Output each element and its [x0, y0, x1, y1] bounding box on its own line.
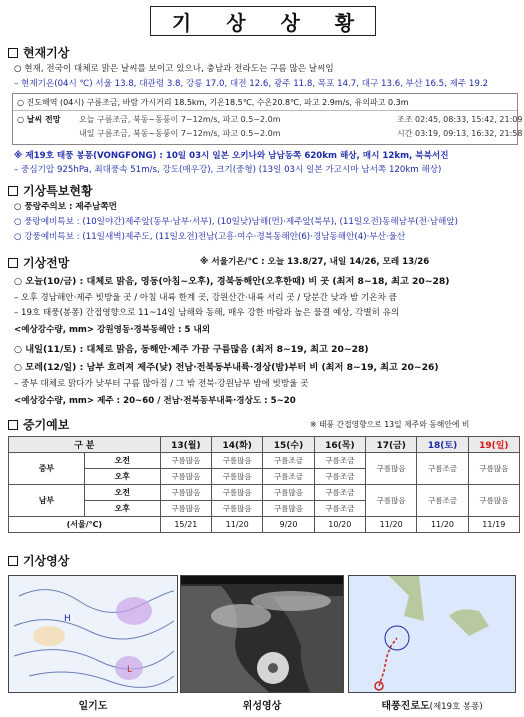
weather-cell: 구름조금 — [314, 485, 365, 501]
weekly-day: 18(토) — [417, 437, 468, 453]
weekly-col-label: 구 분 — [9, 437, 161, 453]
table-row — [9, 485, 520, 501]
square-bullet-icon — [8, 556, 18, 566]
temp-cell: 15/21 — [160, 517, 211, 533]
weather-cell: 구름많음 — [212, 469, 263, 485]
marine-today: 오늘 구름조금, 북동~동풍이 7~12m/s, 파고 0.5~2.0m — [79, 115, 281, 124]
weekly-day: 15(수) — [263, 437, 314, 453]
page-title: 기 상 상 황 — [150, 6, 376, 36]
weather-cell: 구름많음 — [160, 501, 211, 517]
temp-cell: 10/20 — [314, 517, 365, 533]
temp-cell: 11/19 — [468, 517, 519, 533]
marine-tide-today: 조조 02:45, 08:33, 15:42, 21:09 — [397, 115, 523, 124]
forecast-today-detail-1: – 오후 경남해안·제주 빗방울 곳 / 아침 내륙 한계 곳, 강원산간·내륙 서리 곳 / 당분간 낮과 밤 기온차 큼 — [14, 293, 397, 303]
temp-label-cell: (서울/℃) — [9, 517, 161, 533]
square-bullet-icon — [8, 258, 18, 268]
svg-text:L: L — [127, 665, 133, 675]
period-cell: 오전 — [84, 485, 160, 501]
temp-cell: 9/20 — [263, 517, 314, 533]
weather-cell: 구름많음 — [160, 469, 211, 485]
weather-cell: 구름많음 — [263, 501, 314, 517]
typhoon-detail: – 중심기압 925hPa, 최대풍속 51m/s, 강도(매우강), 크기(중형) (13일 03시 일본 가고시마 남서쪽 120km 해상) — [14, 165, 442, 175]
typhoon-status: ※ 제19호 태풍 봉퐁(VONGFONG) : 10일 03시 일본 오키나와 남남동쪽 620km 해상, 매시 12km, 북북서진 — [14, 151, 449, 161]
square-bullet-icon — [8, 186, 18, 196]
warning-preliminary-wind: ○ 강풍예비특보 : (11일새벽)제주도, (11일오전)전남(고흥·여수·경북동해안(6)·경남동해안(4)·부산·울산 — [14, 232, 406, 242]
weekly-note: ※ 태풍 간접영향으로 13일 제주와 동해안에 비 — [310, 420, 470, 429]
current-temps: – 현재기온(04시 ℃) 서울 13.8, 대관령 3.8, 강릉 17.0, 대전 12.6, 광주 11.8, 목포 14.7, 대구 13.6, 부산 16.5, 제주 19.2 — [14, 79, 489, 89]
weekly-day: 19(일) — [468, 437, 519, 453]
temp-cell: 11/20 — [366, 517, 417, 533]
svg-text:H: H — [64, 614, 71, 624]
seoul-temp-note: ※ 서울기온/℃ : 오늘 13.8/27, 내일 14/26, 모레 13/26 — [200, 257, 430, 267]
weather-cell: 구름많음 — [263, 485, 314, 501]
forecast-day-after-detail: – 중부 대체로 맑다가 낮부터 구름 많아짐 / 그 밖 전북·강원남부 밤에 빗방울 곳 — [14, 379, 309, 389]
weather-cell: 구름조금 — [263, 453, 314, 469]
marine-tomorrow: 내일 구름조금, 북동~동풍이 7~12m/s, 파고 0.5~2.0m — [79, 129, 281, 138]
weather-cell: 구름많음 — [468, 453, 519, 485]
region-cell: 중부 — [9, 453, 85, 485]
caption-weather-chart: 일기도 — [78, 701, 108, 712]
weather-cell: 구름조금 — [263, 469, 314, 485]
weekly-day: 16(목) — [314, 437, 365, 453]
weather-cell: 구름조금 — [314, 469, 365, 485]
warning-preliminary-wave: ○ 풍랑예비특보 : (10일야간)제주앞(동부·남부·서부), (10일낮)남해(먼)·제주앞(북부), (11일오전)동해남부(전·남해앞) — [14, 217, 458, 227]
forecast-day-after-rain: <예상강수량, mm> 제주 : 20~60 / 전남·전북동부내륙·경상도 : 5~20 — [14, 396, 296, 406]
weekly-day: 17(금) — [366, 437, 417, 453]
region-cell: 남부 — [9, 485, 85, 517]
marine-obs-box — [12, 93, 523, 145]
period-cell: 오전 — [84, 453, 160, 469]
period-cell: 오후 — [84, 501, 160, 517]
temp-cell: 11/20 — [212, 517, 263, 533]
weather-cell: 구름많음 — [160, 453, 211, 469]
weather-cell: 구름많음 — [366, 485, 417, 517]
weather-chart-image — [8, 575, 178, 693]
weather-cell: 구름많음 — [212, 501, 263, 517]
square-bullet-icon — [8, 420, 18, 430]
temp-cell: 11/20 — [417, 517, 468, 533]
weekly-day: 13(월) — [160, 437, 211, 453]
table-row — [9, 517, 520, 533]
weather-cell: 구름많음 — [468, 485, 519, 517]
weather-cell: 구름조금 — [314, 501, 365, 517]
forecast-tomorrow: ○ 내일(11/토) : 대체로 맑음, 동해안·제주 가끔 구름많음 (최저 8~19, 최고 20~28) — [14, 344, 369, 355]
forecast-today: ○ 오늘(10/금) : 대체로 맑음, 영동(아침~오후), 경북동해안(오후한때) 비 곳 (최저 8~18, 최고 20~28) — [14, 276, 450, 287]
table-row — [9, 453, 520, 469]
caption-satellite: 위성영상 — [242, 701, 282, 712]
satellite-image — [180, 575, 344, 693]
weekly-forecast-table — [8, 436, 520, 533]
marine-forecast-label: ○ 날씨 전망 — [17, 115, 61, 124]
forecast-today-detail-2: – 19호 태풍(봉퐁) 간접영향으로 11~14일 남해와 동해, 매우 강한 바람과 높은 물결 예상, 각별히 유의 — [14, 308, 400, 318]
square-bullet-icon — [8, 48, 18, 58]
weather-cell: 구름조금 — [314, 453, 365, 469]
weather-cell: 구름많음 — [212, 485, 263, 501]
weekly-header-row — [9, 437, 520, 453]
weekly-day: 14(화) — [212, 437, 263, 453]
weather-cell: 구름많음 — [366, 453, 417, 485]
weather-cell: 구름조금 — [417, 453, 468, 485]
forecast-day-after: ○ 모레(12/일) : 남부 흐려져 제주(낮) 전남·전북동부내륙·경상(밤)부터 비 (최저 8~19, 최고 20~26) — [14, 362, 439, 373]
section-warning-heading: 기상특보현황 — [8, 182, 93, 199]
section-images-heading: 기상영상 — [8, 552, 69, 569]
current-summary: ○ 현재, 전국이 대체로 맑은 날씨를 보이고 있으나, 충남과 전라도는 구름 많은 날씨임 — [14, 64, 334, 74]
marine-tide-tomorrow: 시간 03:19, 09:13, 16:32, 21:58 — [397, 129, 523, 138]
marine-obs-row: ○ 진도해역 (04시) 구름조금, 바람 가시거리 18.5km, 기온18.5℃, 수온20.8℃, 파고 2.9m/s, 유의파고 0.3m — [17, 98, 409, 107]
section-forecast-heading: 기상전망 — [8, 254, 69, 271]
weather-cell: 구름조금 — [417, 485, 468, 517]
section-current-heading: 현재기상 — [8, 44, 69, 61]
warning-advisory: ○ 풍랑주의보 : 제주남쪽먼 — [14, 202, 117, 212]
forecast-today-rain: <예상강수량, mm> 강원영동·경북동해안 : 5 내외 — [14, 325, 211, 335]
period-cell: 오후 — [84, 469, 160, 485]
weather-cell: 구름많음 — [160, 485, 211, 501]
typhoon-track-image — [348, 575, 516, 693]
weather-cell: 구름많음 — [212, 453, 263, 469]
section-weekly-heading: 중기예보 — [8, 416, 69, 433]
caption-typhoon-track: 태풍진로도(제19호 봉퐁) — [381, 701, 483, 712]
